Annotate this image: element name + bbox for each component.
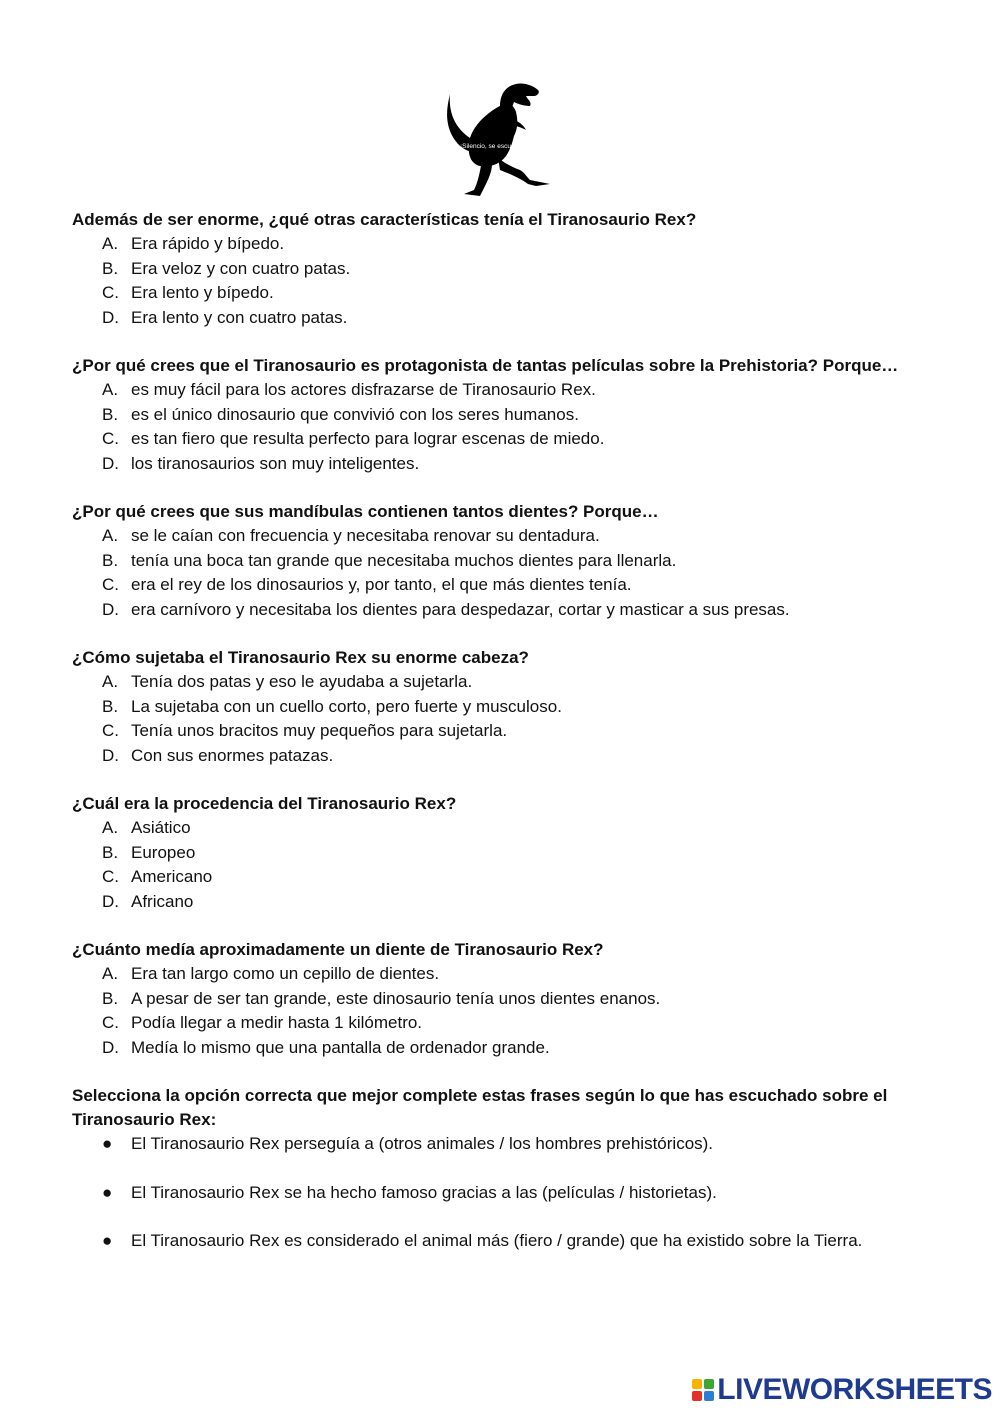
option-b[interactable] [72,695,952,720]
option-letter: D. [102,745,119,765]
brand-mark-icon [692,1379,714,1401]
option-c[interactable] [72,1011,952,1036]
option-text: Era lento y con cuatro patas. [131,307,348,327]
option-text: Americano [131,867,213,886]
option-letter: B. [102,696,119,716]
option-letter: D. [102,599,119,619]
sentence-list [72,1132,952,1253]
option-a[interactable] [72,962,952,987]
options-list [72,670,952,768]
brand-mark-tile [692,1379,702,1389]
option-letter: B. [102,404,119,424]
option-text: tenía una boca tan grande que necesitaba muchos dientes para llenarla. [131,550,677,570]
sentence-item[interactable] [72,1229,952,1253]
sentence-text: El Tiranosaurio Rex perseguía a (otros animales / los hombres prehistóricos). [131,1134,714,1153]
options-list [72,816,952,914]
option-d[interactable] [72,452,952,477]
option-letter: C. [102,867,119,886]
option-letter: D. [102,453,119,473]
question-6 [72,938,952,1060]
options-list [72,232,952,330]
brand-text: LIVEWORKSHEETS [717,1373,992,1406]
sentence-text: El Tiranosaurio Rex es considerado el animal más (fiero / grande) que ha existido sobre la Tierra. [131,1231,863,1250]
brand-mark-tile [704,1379,714,1389]
option-letter: D. [102,1037,119,1057]
option-c[interactable] [72,865,952,890]
option-b[interactable] [72,403,952,428]
options-list [72,378,952,476]
option-text: Con sus enormes patazas. [131,745,334,765]
t-rex-silhouette-icon [440,80,556,198]
option-text: Era rápido y bípedo. [131,234,285,253]
question-text: ¿Cuál era la procedencia del Tiranosaurio Rex? [72,794,457,813]
question-2 [72,354,952,476]
option-a[interactable] [72,524,952,549]
option-letter: A. [102,818,119,837]
option-letter: C. [102,721,119,740]
sentence-text: El Tiranosaurio Rex se ha hecho famoso gracias a las (películas / historietas). [131,1182,717,1202]
option-letter: B. [102,842,119,862]
completion-section [72,1084,952,1253]
question-text: ¿Por qué crees que sus mandíbulas contienen tantos dientes? Porque… [72,502,659,521]
option-c[interactable] [72,427,952,452]
option-letter: B. [102,988,119,1008]
option-letter: B. [102,550,119,570]
option-text: Africano [131,891,194,911]
question-4 [72,646,952,768]
option-d[interactable] [72,744,952,769]
option-c[interactable] [72,573,952,598]
section-title: Selecciona la opción correcta que mejor complete estas frases según lo que has escuchado sobre el Tiranosaurio Rex: [72,1086,888,1129]
option-text: era carnívoro y necesitaba los dientes para despedazar, cortar y masticar a sus presas. [131,599,790,619]
options-list [72,962,952,1060]
option-b[interactable] [72,841,952,866]
option-letter: A. [102,964,119,983]
option-text: Medía lo mismo que una pantalla de ordenador grande. [131,1037,550,1057]
option-text: Europeo [131,842,196,862]
option-letter: B. [102,258,119,278]
option-letter: A. [102,380,119,399]
option-a[interactable] [72,670,952,695]
option-c[interactable] [72,281,952,306]
sentence-item[interactable] [72,1132,952,1156]
question-5 [72,792,952,914]
option-letter: C. [102,1013,119,1032]
bullet-icon: ● [102,1134,113,1153]
option-d[interactable] [72,890,952,915]
option-text: se le caían con frecuencia y necesitaba renovar su dentadura. [131,526,600,545]
option-text: Asiático [131,818,191,837]
option-text: era el rey de los dinosaurios y, por tanto, el que más dientes tenía. [131,575,632,594]
option-a[interactable] [72,378,952,403]
question-text: ¿Por qué crees que el Tiranosaurio es protagonista de tantas películas sobre la Prehistoria? Porque… [72,356,899,375]
brand-mark-tile [692,1391,702,1401]
logo-caption: ¡Silencio, se escucha! [460,143,524,150]
option-letter: A. [102,526,119,545]
option-letter: C. [102,283,119,302]
liveworksheets-logo [692,1375,992,1405]
brand-mark-tile [704,1391,714,1401]
option-b[interactable] [72,549,952,574]
option-letter: D. [102,307,119,327]
question-3 [72,500,952,622]
option-text: Tenía dos patas y eso le ayudaba a sujetarla. [131,672,473,691]
option-c[interactable] [72,719,952,744]
question-text: ¿Cuánto medía aproximadamente un diente de Tiranosaurio Rex? [72,940,604,959]
option-text: Era lento y bípedo. [131,283,274,302]
worksheet-content [72,208,952,1278]
question-1 [72,208,952,330]
option-text: Podía llegar a medir hasta 1 kilómetro. [131,1013,423,1032]
option-letter: A. [102,672,119,691]
option-text: es muy fácil para los actores disfrazarse de Tiranosaurio Rex. [131,380,596,399]
bullet-icon: ● [102,1231,113,1250]
option-a[interactable] [72,816,952,841]
option-text: La sujetaba con un cuello corto, pero fuerte y musculoso. [131,696,562,716]
option-text: A pesar de ser tan grande, este dinosaurio tenía unos dientes enanos. [131,988,661,1008]
option-letter: C. [102,429,119,448]
option-letter: A. [102,234,119,253]
question-text: Además de ser enorme, ¿qué otras características tenía el Tiranosaurio Rex? [72,210,697,229]
option-letter: C. [102,575,119,594]
option-text: los tiranosaurios son muy inteligentes. [131,453,420,473]
options-list [72,524,952,622]
question-text: ¿Cómo sujetaba el Tiranosaurio Rex su enorme cabeza? [72,648,529,667]
option-letter: D. [102,891,119,911]
option-d[interactable] [72,598,952,623]
option-text: es el único dinosaurio que convivió con los seres humanos. [131,404,579,424]
option-text: Era tan largo como un cepillo de dientes. [131,964,440,983]
sentence-item[interactable] [72,1181,952,1205]
option-d[interactable] [72,1036,952,1061]
option-d[interactable] [72,306,952,331]
option-text: Era veloz y con cuatro patas. [131,258,351,278]
option-text: es tan fiero que resulta perfecto para lograr escenas de miedo. [131,429,605,448]
option-a[interactable] [72,232,952,257]
option-text: Tenía unos bracitos muy pequeños para sujetarla. [131,721,508,740]
option-b[interactable] [72,257,952,282]
bullet-icon: ● [102,1182,113,1202]
option-b[interactable] [72,987,952,1012]
